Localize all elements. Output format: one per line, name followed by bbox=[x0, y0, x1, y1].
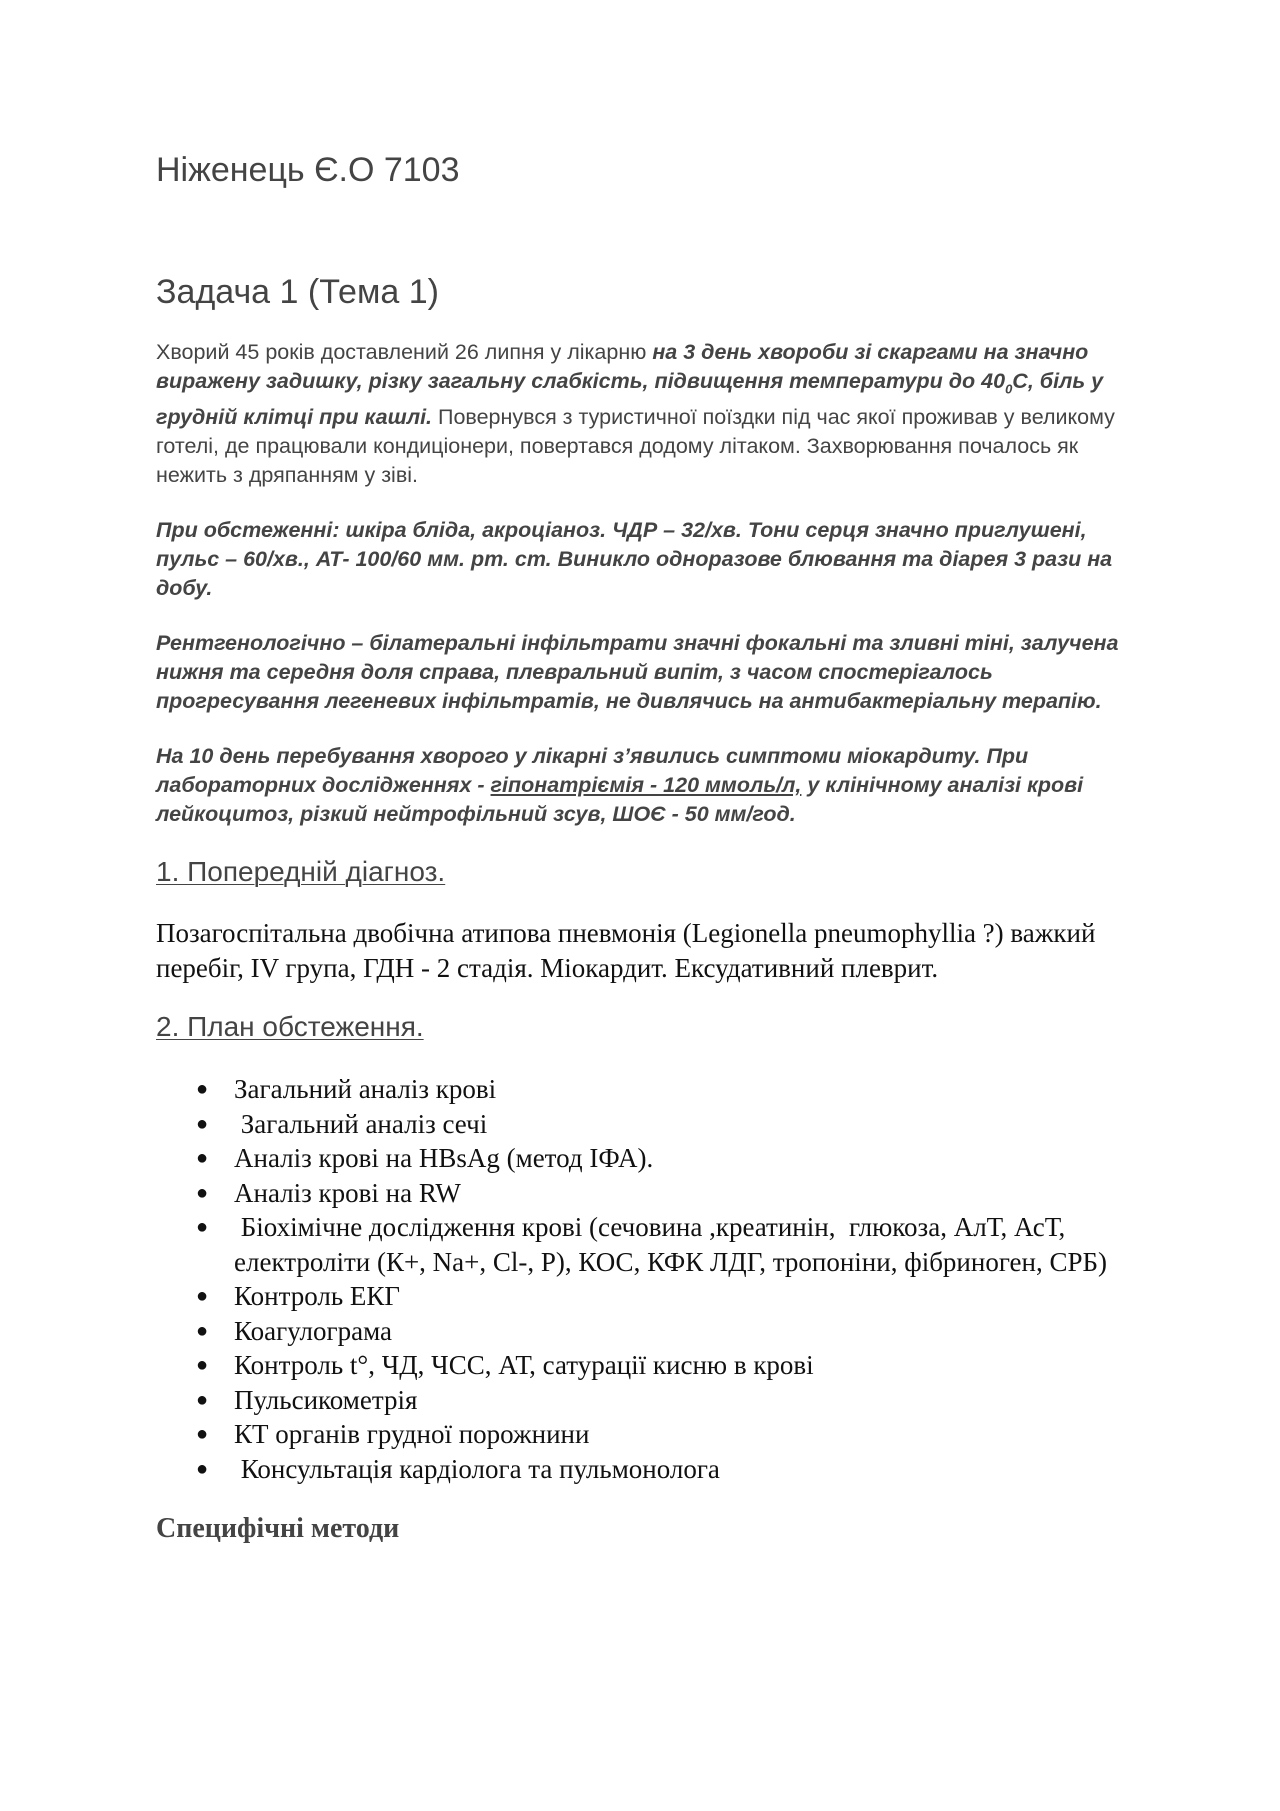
list-item: ● Загальний аналіз крові bbox=[196, 1072, 1146, 1107]
bullet-icon: ● bbox=[196, 1319, 209, 1342]
list-item: ● Контроль t°, ЧД, ЧСС, АТ, сатурації кисню в крові bbox=[196, 1348, 1146, 1383]
case-paragraph-1 bbox=[156, 338, 1146, 490]
case-p1-bold-a: на 3 день хвороби зі скаргами на значно виражену задишку, різку загальну слабкість, підвищення температури до 40 bbox=[156, 339, 1089, 393]
case-p4-rest: у клінічному аналізі крові лейкоцитоз, різкий нейтрофільний зсув, ШОЄ - 50 мм/год. bbox=[156, 772, 1084, 826]
section-heading-diagnosis: 1. Попередній діагноз. bbox=[156, 855, 446, 887]
bullet-icon: ● bbox=[196, 1181, 209, 1204]
bullet-icon: ● bbox=[196, 1112, 209, 1135]
list-item: ● КТ органів грудної порожнини bbox=[196, 1417, 1146, 1452]
bullet-icon: ● bbox=[196, 1216, 209, 1239]
bullet-icon: ● bbox=[196, 1388, 209, 1411]
case-p1-sub: 0 bbox=[1005, 380, 1013, 396]
list-item: ● Консультація кардіолога та пульмонолога bbox=[196, 1452, 1146, 1487]
case-p2-text: При обстеженні: шкіра бліда, акроціаноз. ЧДР – 32/хв. Тони серця значно приглушені, пульс – 60/хв., АТ- 100/60 мм. рт. ст. Виникло одноразове блювання та діарея 3 рази на добу. bbox=[156, 517, 1113, 600]
case-paragraph-4 bbox=[156, 742, 1146, 829]
case-paragraph-2 bbox=[156, 516, 1146, 603]
bullet-icon: ● bbox=[196, 1457, 209, 1480]
bullet-icon: ● bbox=[196, 1423, 209, 1446]
bullet-icon: ● bbox=[196, 1147, 209, 1170]
section-heading-plan: 2. План обстеження. bbox=[156, 1011, 424, 1043]
list-item: ● Контроль ЕКГ bbox=[196, 1279, 1146, 1314]
task-title: Задача 1 (Тема 1) bbox=[156, 272, 439, 311]
bullet-icon: ● bbox=[196, 1285, 209, 1308]
case-p4-lead: На 10 день перебування хворого у лікарні з’явились симптоми міокардиту. При лабораторних дослідженнях - bbox=[156, 743, 1029, 797]
author-line: Ніженець Є.О 7103 bbox=[156, 151, 460, 189]
case-p1-bold-b: С, біль у грудній клітці при кашлі. bbox=[156, 368, 1104, 429]
case-p1-lead: Хворий 45 років доставлений 26 липня у лікарню bbox=[156, 339, 653, 364]
bullet-icon: ● bbox=[196, 1078, 209, 1101]
case-p4-underlined: гіпонатріємія - 120 ммоль/л, bbox=[490, 772, 802, 797]
document-page bbox=[156, 150, 1146, 1546]
case-p1-rest: Повернувся з туристичної поїздки під час якої проживав у великому готелі, де працювали кондиціонери, повертався додому літаком. Захворювання почалось як нежить з дряпанням у зіві. bbox=[156, 404, 1115, 487]
case-p3-text: Рентгенологічно – білатеральні інфільтрати значні фокальні та зливні тіні, залучена нижня та середня доля справа, плевральний випіт, з часом спостерігалось прогресування легеневих інфільтратів, не дивлячись на антибактеріальну терапію. bbox=[156, 630, 1119, 713]
list-item: ● Біохімічне дослідження крові (сечовина ,креатинін, глюкоза, АлТ, АсТ, електроліти (К+, Na+, Cl-, P), КОС, КФК ЛДГ, тропоніни, фібриноген, СРБ) bbox=[196, 1212, 1108, 1277]
case-paragraph-3 bbox=[156, 629, 1146, 716]
diagnosis-text: Позагоспітальна двобічна атипова пневмонія (Legionella pneumophyllia ?) важкий перебіг, IV група, ГДН - 2 стадія. Міокардит. Ексудативний плеврит. bbox=[156, 918, 1096, 984]
exam-plan-list bbox=[156, 1072, 1146, 1486]
list-item: ● Пульсикометрія bbox=[196, 1383, 1146, 1418]
list-item: ● Аналіз крові на HBsAg (метод ІФА). bbox=[196, 1141, 1146, 1176]
specific-methods-heading: Специфічні методи bbox=[156, 1513, 400, 1545]
list-item: ● Коагулограма bbox=[196, 1314, 1146, 1349]
list-item: ● Аналіз крові на RW bbox=[196, 1176, 1146, 1211]
list-item: ● Загальний аналіз сечі bbox=[196, 1107, 1146, 1142]
bullet-icon: ● bbox=[196, 1354, 209, 1377]
